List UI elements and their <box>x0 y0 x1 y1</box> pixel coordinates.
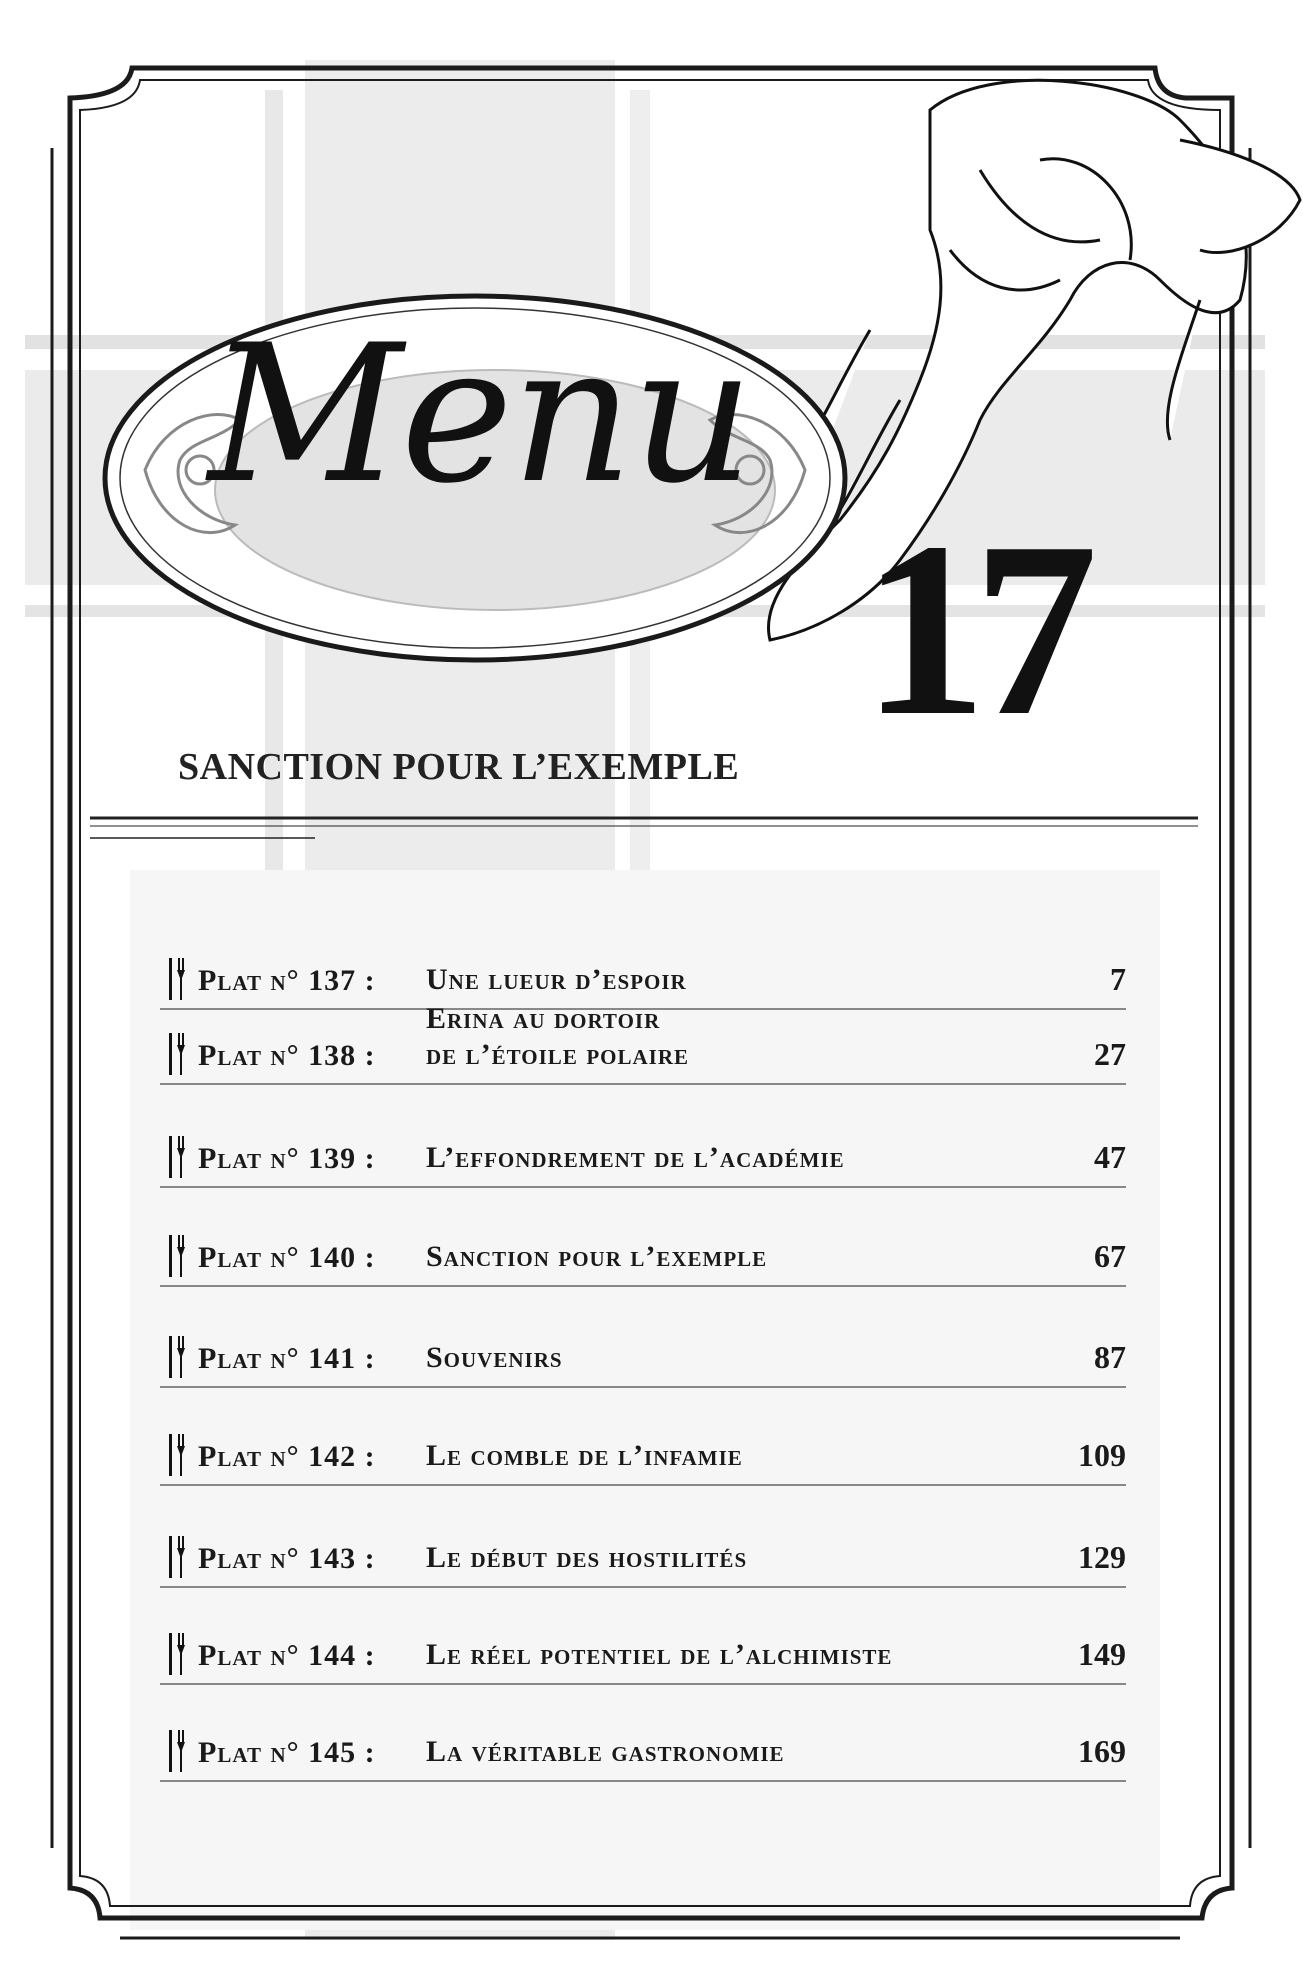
fork-icon <box>166 1233 188 1279</box>
toc-dish-number: Plat n° 144 : <box>198 1639 376 1672</box>
toc-chapter-title-text: Le début des hostilités <box>426 1541 748 1574</box>
toc-dish-number: Plat n° 138 : <box>198 1039 376 1072</box>
toc-rule <box>160 1083 1126 1085</box>
toc-chapter-title <box>426 1734 785 1770</box>
toc-chapter-title-line2: de l’étoile polaire <box>426 1038 690 1071</box>
toc-chapter-title-line1: Erina au dortoir <box>426 1002 661 1035</box>
toc-dish-number: Plat n° 139 : <box>198 1142 376 1175</box>
toc-chapter-title <box>426 1438 743 1474</box>
toc-row <box>160 1406 1126 1486</box>
fork-icon <box>166 1728 188 1774</box>
toc-chapter-title-text: Une lueur d’espoir <box>426 963 687 996</box>
toc-rule <box>160 1186 1126 1188</box>
toc-row <box>160 1108 1126 1188</box>
fork-icon <box>166 1134 188 1180</box>
fork-icon <box>166 1534 188 1580</box>
toc-rule <box>160 1780 1126 1782</box>
toc-row <box>160 977 1126 1085</box>
toc-chapter-title-text: Sanction pour l’exemple <box>426 1240 768 1273</box>
toc-chapter-title <box>426 1540 747 1576</box>
toc-row <box>160 1308 1126 1388</box>
toc-row <box>160 1207 1126 1287</box>
toc-chapter-title-text: Souvenirs <box>426 1341 563 1374</box>
toc-chapter-title-text: L’effondrement de l’académie <box>426 1141 845 1174</box>
fork-icon <box>166 1631 188 1677</box>
toc-rule <box>160 1285 1126 1287</box>
toc-page-number: 47 <box>1094 1139 1126 1175</box>
toc-dish-number: Plat n° 141 : <box>198 1342 376 1375</box>
toc-dish-number: Plat n° 142 : <box>198 1440 376 1473</box>
volume-subtitle: SANCTION POUR L’EXEMPLE <box>178 746 740 788</box>
toc-page-number: 67 <box>1094 1238 1126 1274</box>
toc-page-number: 149 <box>1078 1636 1126 1672</box>
fork-icon <box>166 1031 188 1077</box>
toc-page-number: 109 <box>1078 1437 1126 1473</box>
toc-chapter-title <box>426 1140 845 1176</box>
toc-page-number: 27 <box>1094 1036 1126 1072</box>
toc-page-number: 129 <box>1078 1539 1126 1575</box>
toc-page-number: 87 <box>1094 1339 1126 1375</box>
fork-icon <box>166 1334 188 1380</box>
volume-number: 17 <box>862 491 1084 768</box>
toc-chapter-title <box>426 1001 689 1073</box>
toc-rule <box>160 1586 1126 1588</box>
toc-chapter-title-text: Le réel potentiel de l’alchimiste <box>426 1638 893 1671</box>
toc-dish-number: Plat n° 140 : <box>198 1241 376 1274</box>
menu-logo: Menu <box>208 304 752 525</box>
toc-chapter-title <box>426 1637 892 1673</box>
toc-rule <box>160 1683 1126 1685</box>
toc-chapter-title-text: Le comble de l’infamie <box>426 1439 743 1472</box>
toc-row <box>160 1508 1126 1588</box>
toc-dish-number: Plat n° 143 : <box>198 1542 376 1575</box>
toc-rule <box>160 1484 1126 1486</box>
toc-row <box>160 1605 1126 1685</box>
toc-rule <box>160 1386 1126 1388</box>
toc-chapter-title <box>426 1340 563 1376</box>
toc-chapter-title-text: La véritable gastronomie <box>426 1735 785 1768</box>
toc-page-number: 169 <box>1078 1733 1126 1769</box>
toc-dish-number: Plat n° 145 : <box>198 1736 376 1769</box>
toc-row <box>160 1702 1126 1782</box>
toc-page-number: 7 <box>1110 961 1126 997</box>
fork-icon <box>166 1432 188 1478</box>
toc-chapter-title <box>426 1239 767 1275</box>
toc-dish-number: Plat n° 137 : <box>198 964 376 997</box>
